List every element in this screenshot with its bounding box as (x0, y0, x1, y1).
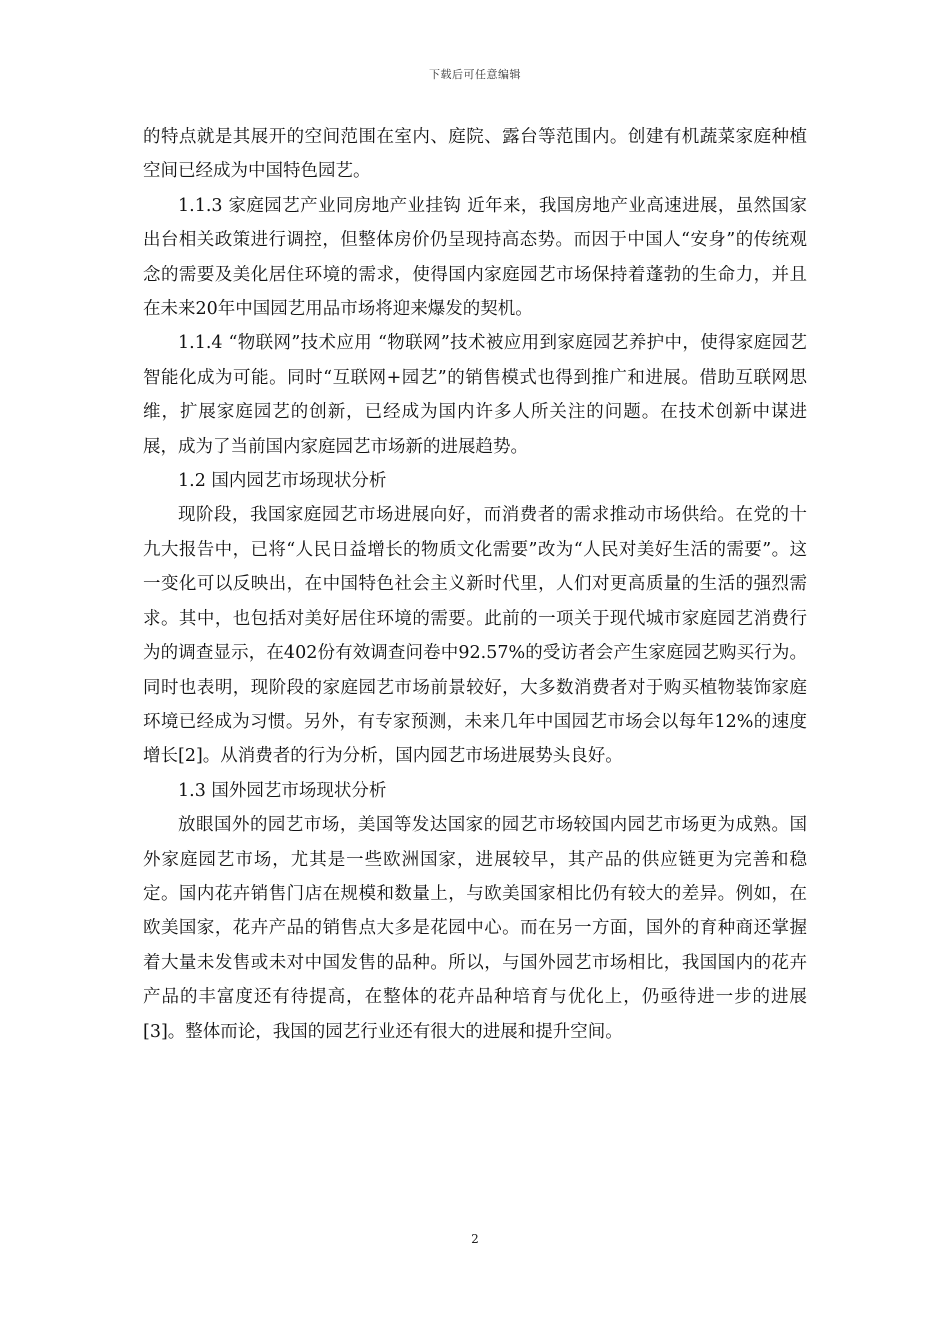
paragraph-1-1-4: 1.1.4 “物联网”技术应用 “物联网”技术被应用到家庭园艺养护中，使得家庭园艺智能化成为可能。同时“互联网+园艺”的销售模式也得到推广和进展。借助互联网思维，扩展家庭园艺的创新，已经成为国内许多人所关注的问题。在技术创新中谋进展，成为了当前国内家庭园艺市场新的进展趋势。 (143, 333, 807, 457)
body-text (143, 120, 807, 1049)
section-heading-1-3: 1.3 国外园艺市场现状分析 (178, 780, 387, 801)
paragraph-domestic-market: 现阶段，我国家庭园艺市场进展向好，而消费者的需求推动市场供给。在党的十九大报告中，已将“人民日益增长的物质文化需要”改为“人民对美好生活的需要”。这一变化可以反映出，在中国特色社会主义新时代里，人们对更高质量的生活的强烈需求。其中，也包括对美好居住环境的需要。此前的一项关于现代城市家庭园艺消费行为的调查显示，在402份有效调查问卷中92.57%的受访者会产生家庭园艺购买行为。同时也表明，现阶段的家庭园艺市场前景较好，大多数消费者对于购买植物装饰家庭环境已经成为习惯。另外，有专家预测，未来几年中国园艺市场会以每年12%的速度增长[2]。从消费者的行为分析，国内园艺市场进展势头良好。 (143, 505, 807, 767)
paragraph-foreign-market: 放眼国外的园艺市场，美国等发达国家的园艺市场较国内园艺市场更为成熟。国外家庭园艺市场，尤其是一些欧洲国家，进展较早，其产品的供应链更为完善和稳定。国内花卉销售门店在规模和数量上，与欧美国家相比仍有较大的差异。例如，在欧美国家，花卉产品的销售点大多是花园中心。而在另一方面，国外的育种商还掌握着大量未发售或未对中国发售的品种。所以，与国外园艺市场相比，我国国内的花卉产品的丰富度还有待提高，在整体的花卉品种培育与优化上，仍亟待进一步的进展[3]。整体而论，我国的园艺行业还有很大的进展和提升空间。 (143, 815, 807, 1042)
page-header: 下载后可任意编辑 (429, 68, 521, 81)
page-number: 2 (471, 1232, 479, 1246)
paragraph-continuation: 的特点就是其展开的空间范围在室内、庭院、露台等范围内。创建有机蔬菜家庭种植空间已经成为中国特色园艺。 (143, 127, 807, 182)
section-heading-1-2: 1.2 国内园艺市场现状分析 (178, 471, 387, 492)
paragraph-1-1-3: 1.1.3 家庭园艺产业同房地产业挂钩 近年来，我国房地产业高速进展，虽然国家出台相关政策进行调控，但整体房价仍呈现持高态势。而因于中国人“安身”的传统观念的需要及美化居住环境的需求，使得国内家庭园艺市场保持着蓬勃的生命力，并且在未来20年中国园艺用品市场将迎来爆发的契机。 (143, 195, 807, 320)
